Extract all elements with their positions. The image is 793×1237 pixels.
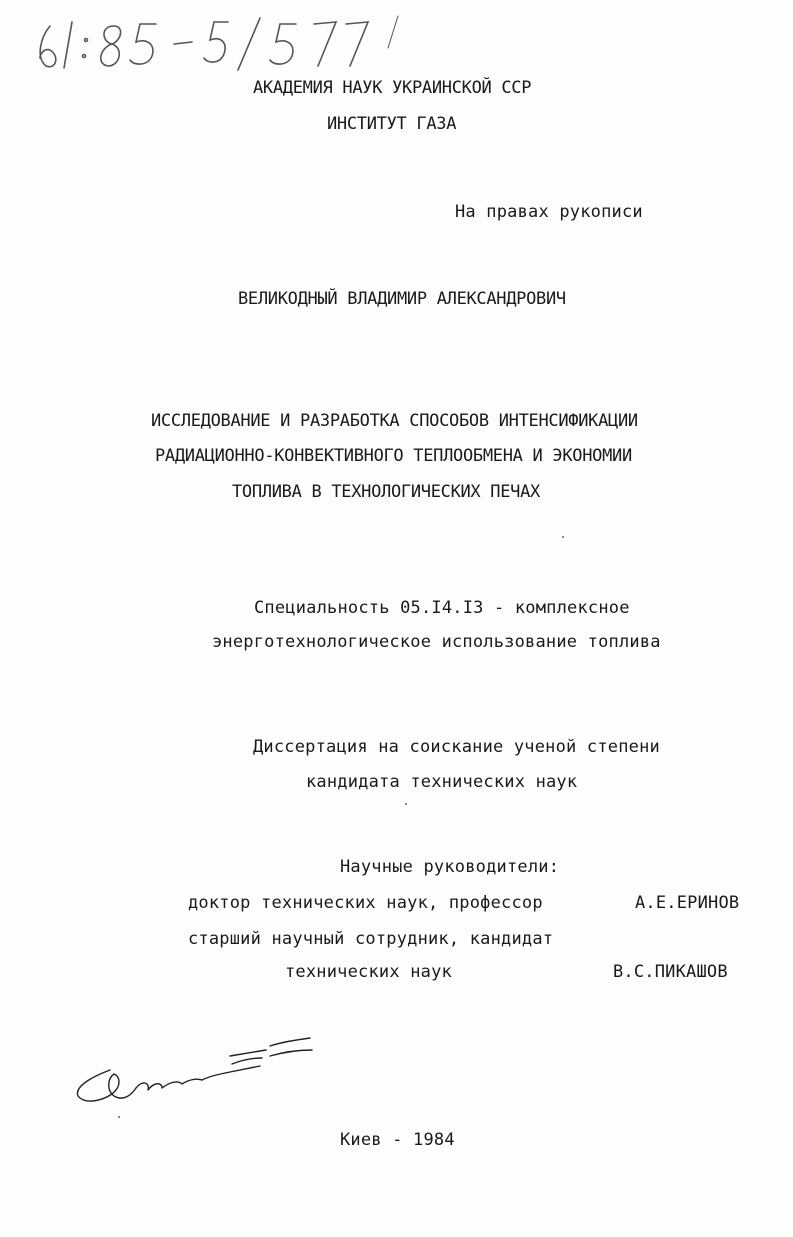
supervisor-2-role-line-2: технических наук — [285, 962, 452, 982]
signature — [70, 1020, 330, 1120]
scan-speck — [405, 803, 407, 805]
institute-heading: ИНСТИТУТ ГАЗА — [327, 114, 457, 134]
dissertation-line-2: кандидата технических наук — [306, 772, 578, 792]
supervisor-1-role: доктор технических наук, профессор — [188, 893, 543, 913]
supervisor-2-role-line-1: старший научный сотрудник, кандидат — [188, 929, 554, 949]
author-name: ВЕЛИКОДНЫЙ ВЛАДИМИР АЛЕКСАНДРОВИЧ — [238, 289, 566, 309]
scan-speck — [118, 1116, 120, 1118]
specialty-line-1: Специальность 05.I4.I3 - комплексное — [254, 598, 630, 618]
place-and-year: Киев - 1984 — [340, 1130, 455, 1150]
academy-heading: АКАДЕМИЯ НАУК УКРАИНСКОЙ ССР — [253, 78, 532, 98]
manuscript-note: На правах рукописи — [455, 202, 643, 222]
title-line-3: ТОПЛИВА В ТЕХНОЛОГИЧЕСКИХ ПЕЧАХ — [232, 482, 540, 502]
scan-speck — [562, 536, 564, 538]
supervisor-1-name: А.Е.ЕРИНОВ — [635, 893, 740, 913]
title-line-1: ИССЛЕДОВАНИЕ И РАЗРАБОТКА СПОСОБОВ ИНТЕНСИФИКАЦИИ — [151, 411, 638, 431]
supervisor-2-name: В.С.ПИКАШОВ — [613, 962, 728, 982]
title-line-2: РАДИАЦИОННО-КОНВЕКТИВНОГО ТЕПЛООБМЕНА И ЭКОНОМИИ — [155, 446, 632, 466]
supervisors-heading: Научные руководители: — [340, 857, 560, 877]
specialty-line-2: энерготехнологическое использование топлива — [212, 632, 661, 652]
dissertation-line-1: Диссертация на соискание ученой степени — [253, 737, 660, 757]
handwritten-archive-number — [28, 8, 428, 78]
